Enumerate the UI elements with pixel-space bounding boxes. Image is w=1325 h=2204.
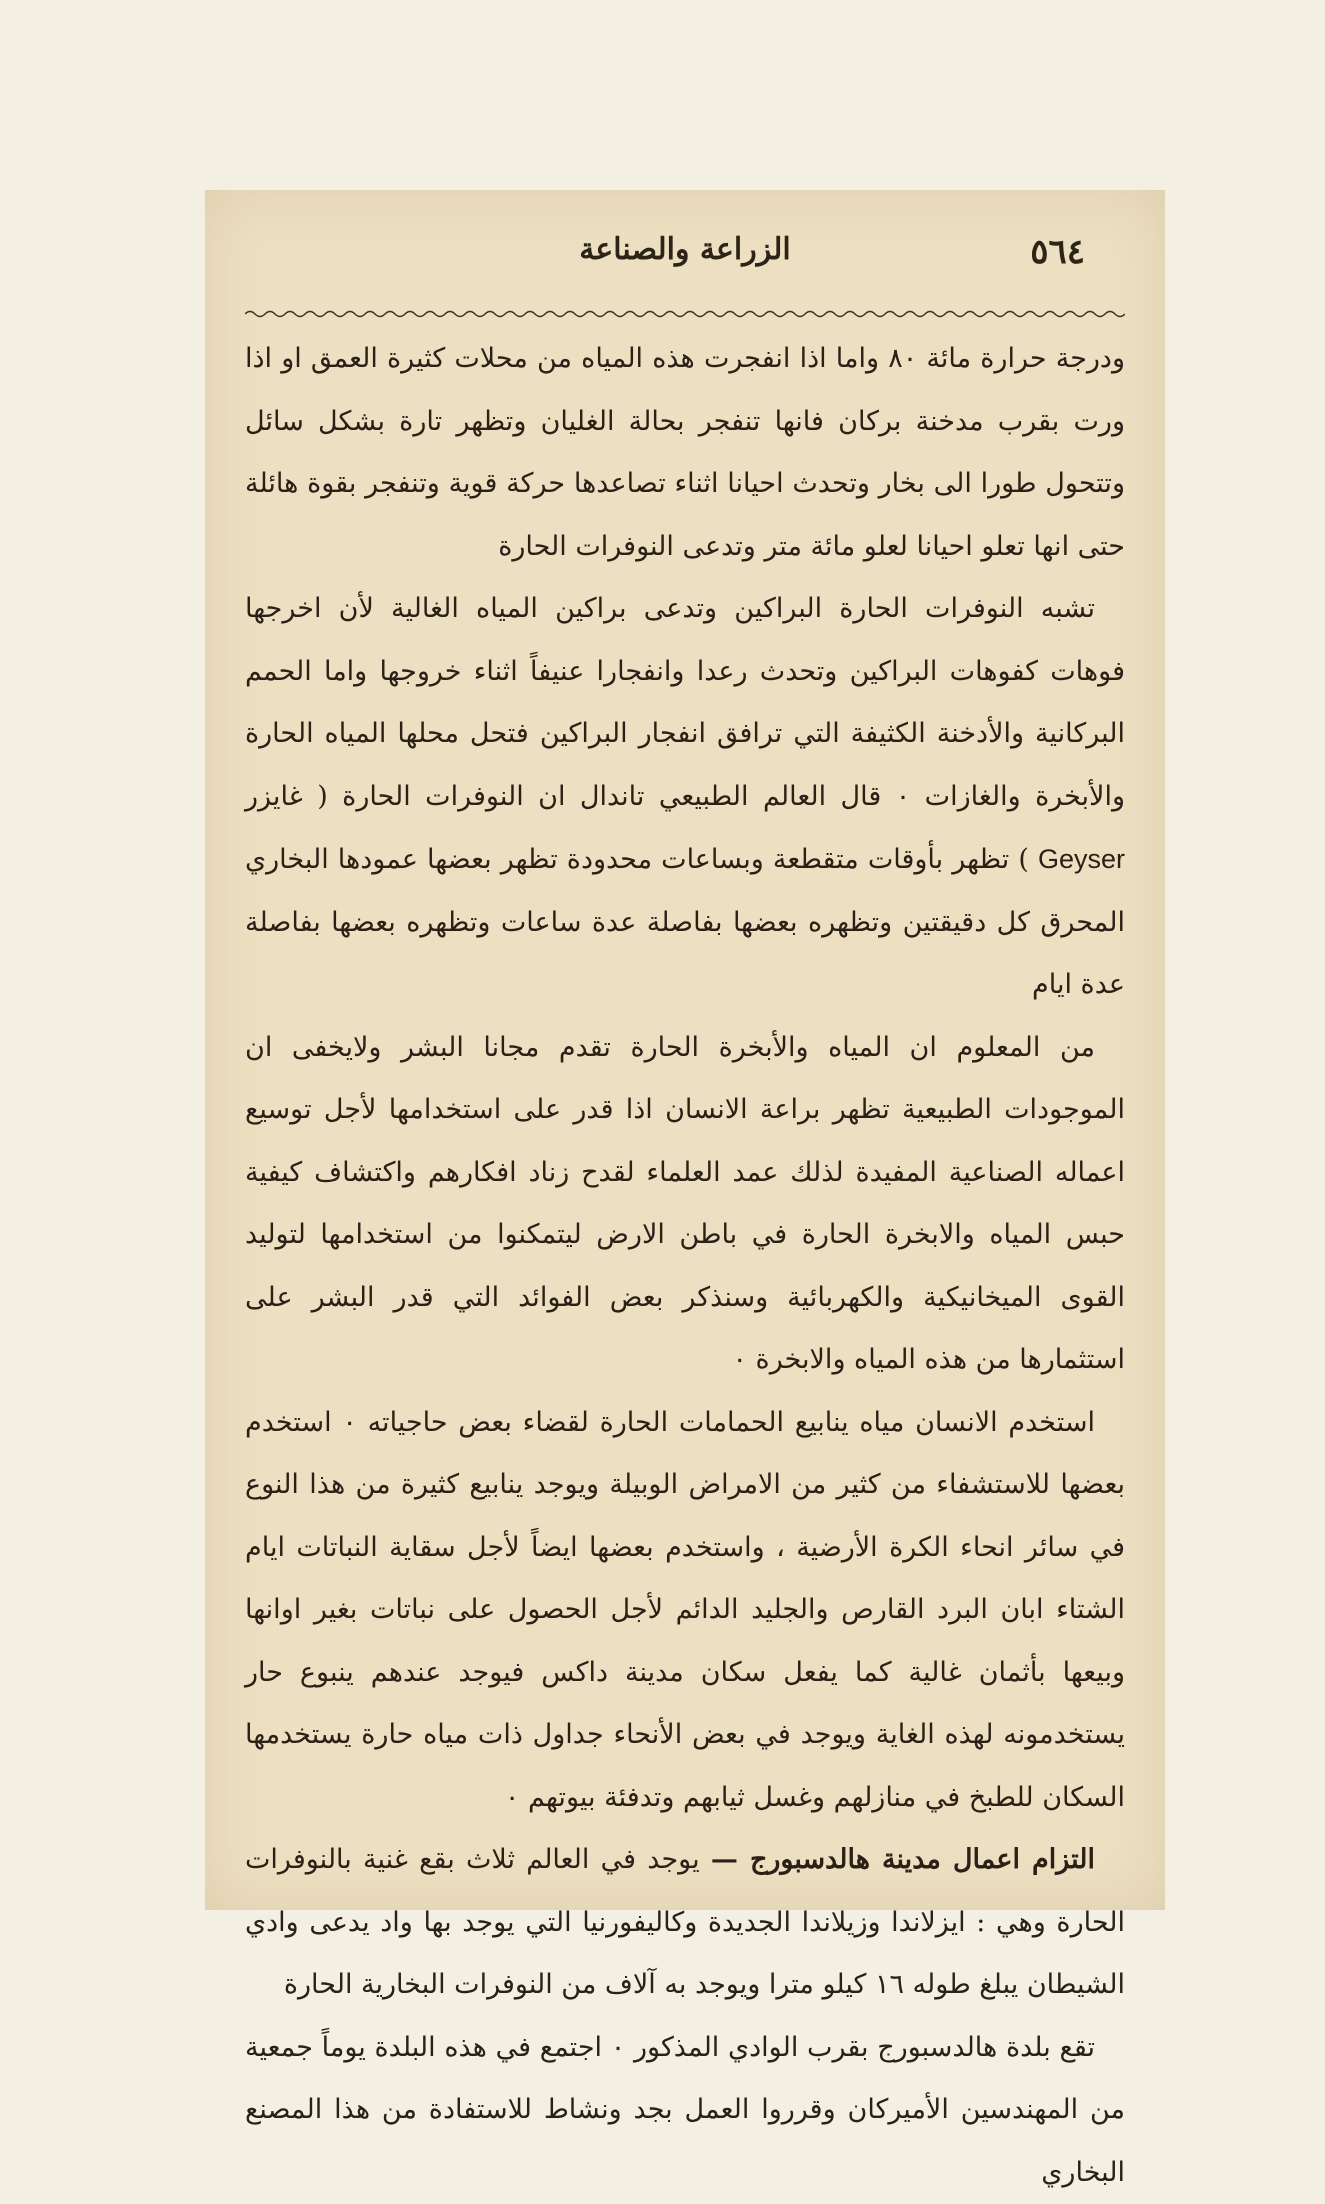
geyser-latin-term: Geyser xyxy=(1038,844,1125,874)
header-wavy-rule xyxy=(245,308,1125,318)
paragraph-3: من المعلوم ان المياه والأبخرة الحارة تقدم مجانا البشر ولايخفى ان الموجودات الطبيعية تظهر براعة الانسان اذا قدر على استخدامها لأجل توسيع اعماله الصناعية المفيدة لذلك عمد العلماء لقدح زناد افكارهم واكتشاف كيفية حبس المياه والابخرة الحارة في باطن الارض ليتمكنوا من استخدامها لتوليد القوى الميخانيكية والكهربائية وسنذكر بعض الفوائد التي قدر البشر على استثمارها من هذه المياه والابخرة ٠ xyxy=(245,1017,1125,1392)
paragraph-6: تقع بلدة هالدسبورج بقرب الوادي المذكور ٠ اجتمع في هذه البلدة يوماً جمعية من المهندسين الأميركان وقرروا العمل بجد ونشاط للاستفادة من هذا المصنع البخاري xyxy=(245,2017,1125,2204)
book-page xyxy=(205,190,1165,1910)
page-body xyxy=(245,328,1125,2204)
page-header xyxy=(285,232,1085,282)
paragraph-5 xyxy=(245,1829,1125,2017)
running-title: الزراعة والصناعة xyxy=(285,232,1085,267)
paragraph-4: استخدم الانسان مياه ينابيع الحمامات الحارة لقضاء بعض حاجياته ٠ استخدم بعضها للاستشفاء من كثير من الامراض الوبيلة ويوجد ينابيع كثيرة من هذا النوع في سائر انحاء الكرة الأرضية ، واستخدم بعضها ايضاً لأجل سقاية النباتات ايام الشتاء ابان البرد القارص والجليد الدائم لأجل الحصول على نباتات بغير اوانها وبيعها بأثمان غالية كما يفعل سكان مدينة داكس فيوجد عندهم ينبوع حار يستخدمونه لهذه الغاية ويوجد في بعض الأنحاء جداول ذات مياه حارة يستخدمها السكان للطبخ في منازلهم وغسل ثيابهم وتدفئة بيوتهم ٠ xyxy=(245,1392,1125,1830)
section-run-in-heading: التزام اعمال مدينة هالدسبورج — xyxy=(711,1844,1095,1875)
paragraph-2-text-after: ) تظهر بأوقات متقطعة وبساعات محدودة تظهر بعضها عمودها البخاري المحرق كل دقيقتين وتظهره بعضها بفاصلة عدة ساعات وتظهره بعضها بفاصلة عدة ايام xyxy=(245,844,1125,1000)
paragraph-5-text: يوجد في العالم ثلاث بقع غنية بالنوفرات الحارة وهي : ايزلاندا وزيلاندا الجديدة وكاليفورنيا التي يوجد بها واد يدعى وادي الشيطان يبلغ طوله ١٦ كيلو مترا ويوجد به آلاف من النوفرات البخارية الحارة xyxy=(245,1844,1125,2000)
paragraph-1: ودرجة حرارة مائة ٨٠ واما اذا انفجرت هذه المياه من محلات كثيرة العمق او اذا ورت بقرب مدخنة بركان فانها تنفجر بحالة الغليان وتظهر تارة بشكل سائل وتتحول طورا الى بخار وتحدث احيانا اثناء تصاعدها حركة قوية وتنفجر بقوة هائلة حتى انها تعلو احيانا لعلو مائة متر وتدعى النوفرات الحارة xyxy=(245,328,1125,578)
paragraph-2-text-before: تشبه النوفرات الحارة البراكين وتدعى براكين المياه الغالية لأن اخرجها فوهات كفوهات البراكين وتحدث رعدا وانفجارا عنيفاً اثناء خروجها واما الحمم البركانية والأدخنة الكثيفة التي ترافق انفجار البراكين فتحل محلها المياه الحارة والأبخرة والغازات ٠ قال العالم الطبيعي تاندال ان النوفرات الحارة ( غايزر xyxy=(245,593,1125,812)
paragraph-2 xyxy=(245,578,1125,1017)
page-number: ٥٦٤ xyxy=(1030,232,1085,272)
